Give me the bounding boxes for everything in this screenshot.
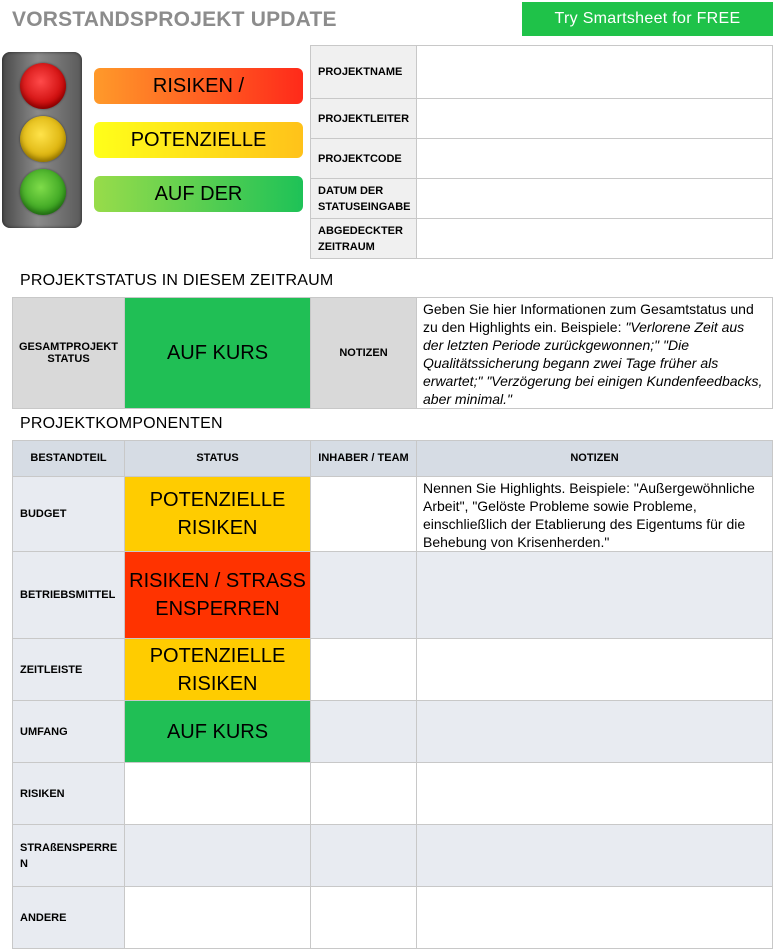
- col-header-status: STATUS: [125, 441, 311, 477]
- info-label-projektleiter: PROJEKTLEITER: [311, 99, 417, 139]
- status-section-heading: PROJEKTSTATUS IN DIESEM ZEITRAUM: [20, 272, 334, 289]
- component-status[interactable]: POTENZIELLE RISIKEN: [125, 639, 311, 701]
- component-owner[interactable]: [311, 701, 417, 763]
- component-owner[interactable]: [311, 887, 417, 949]
- component-name: BETRIEBSMITTEL: [13, 552, 125, 639]
- info-label-datum: DATUM DER STATUSEINGABE: [311, 179, 417, 219]
- yellow-light-icon: [20, 116, 66, 162]
- component-notes[interactable]: [417, 887, 773, 949]
- legend-potential-risk: POTENZIELLE: [94, 122, 303, 158]
- table-row: [13, 477, 773, 552]
- table-row: [13, 639, 773, 701]
- legend-risk-roadblock: RISIKEN /: [94, 68, 303, 104]
- try-smartsheet-button[interactable]: Try Smartsheet for FREE: [522, 2, 773, 36]
- component-owner[interactable]: [311, 552, 417, 639]
- info-label-zeitraum: ABGEDECKTER ZEITRAUM: [311, 219, 417, 259]
- component-status[interactable]: [125, 825, 311, 887]
- components-table: [12, 440, 773, 949]
- col-header-bestandteil: BESTANDTEIL: [13, 441, 125, 477]
- overall-notes-examples: "Verlorene Zeit aus der letzten Periode zurückgewonnen;" "Die Qualitätssicherung begann zwei Tage früher als erwartet;" "Verzögerung bei einigen Kundenfeedbacks, aber minimal.": [423, 319, 763, 407]
- component-name: BUDGET: [13, 477, 125, 552]
- component-status[interactable]: AUF KURS: [125, 701, 311, 763]
- info-label-projektname: PROJEKTNAME: [311, 46, 417, 99]
- overall-status-label: GESAMTPROJEKT STATUS: [13, 298, 125, 409]
- component-status[interactable]: [125, 887, 311, 949]
- component-notes[interactable]: [417, 701, 773, 763]
- info-value-projektleiter[interactable]: [417, 99, 773, 139]
- table-row: [13, 763, 773, 825]
- table-row: [13, 701, 773, 763]
- col-header-owner: INHABER / TEAM: [311, 441, 417, 477]
- info-value-datum[interactable]: [417, 179, 773, 219]
- component-status[interactable]: POTENZIELLE RISIKEN: [125, 477, 311, 552]
- info-value-zeitraum[interactable]: [417, 219, 773, 259]
- table-row: [13, 552, 773, 639]
- component-status[interactable]: [125, 763, 311, 825]
- overall-notes-plain: Geben Sie hier Informationen zum Gesamtstatus und zu den Highlights ein. Beispiele:: [423, 301, 754, 335]
- components-section-heading: PROJEKTKOMPONENTEN: [20, 415, 223, 432]
- component-name: RISIKEN: [13, 763, 125, 825]
- overall-status-value[interactable]: AUF KURS: [125, 298, 311, 409]
- table-row: [13, 887, 773, 949]
- component-owner[interactable]: [311, 639, 417, 701]
- component-name: UMFANG: [13, 701, 125, 763]
- traffic-light-icon: [2, 52, 82, 228]
- info-label-projektcode: PROJEKTCODE: [311, 139, 417, 179]
- overall-notes-label: NOTIZEN: [311, 298, 417, 409]
- component-notes[interactable]: Nennen Sie Highlights. Beispiele: "Außergewöhnliche Arbeit", "Gelöste Probleme sowie Probleme, einschließlich der Etablierung des Eigentums für die Behebung von Krisenherden.": [417, 477, 773, 552]
- page-title: VORSTANDSPROJEKT UPDATE: [12, 8, 337, 31]
- green-light-icon: [20, 169, 66, 215]
- component-owner[interactable]: [311, 763, 417, 825]
- component-name: STRAßENSPERREN: [13, 825, 125, 887]
- legend-on-track: AUF DER: [94, 176, 303, 212]
- component-status[interactable]: RISIKEN / STRASSENSPERREN: [125, 552, 311, 639]
- red-light-icon: [20, 63, 66, 109]
- project-info-table: [310, 45, 773, 259]
- table-row: [13, 825, 773, 887]
- col-header-notes: NOTIZEN: [417, 441, 773, 477]
- component-notes[interactable]: [417, 825, 773, 887]
- component-owner[interactable]: [311, 825, 417, 887]
- component-notes[interactable]: [417, 552, 773, 639]
- info-value-projektcode[interactable]: [417, 139, 773, 179]
- info-value-projektname[interactable]: [417, 46, 773, 99]
- component-owner[interactable]: [311, 477, 417, 552]
- component-notes[interactable]: [417, 763, 773, 825]
- component-notes[interactable]: [417, 639, 773, 701]
- component-name: ZEITLEISTE: [13, 639, 125, 701]
- overall-notes[interactable]: [417, 298, 773, 409]
- overall-status-table: [12, 297, 773, 409]
- component-name: ANDERE: [13, 887, 125, 949]
